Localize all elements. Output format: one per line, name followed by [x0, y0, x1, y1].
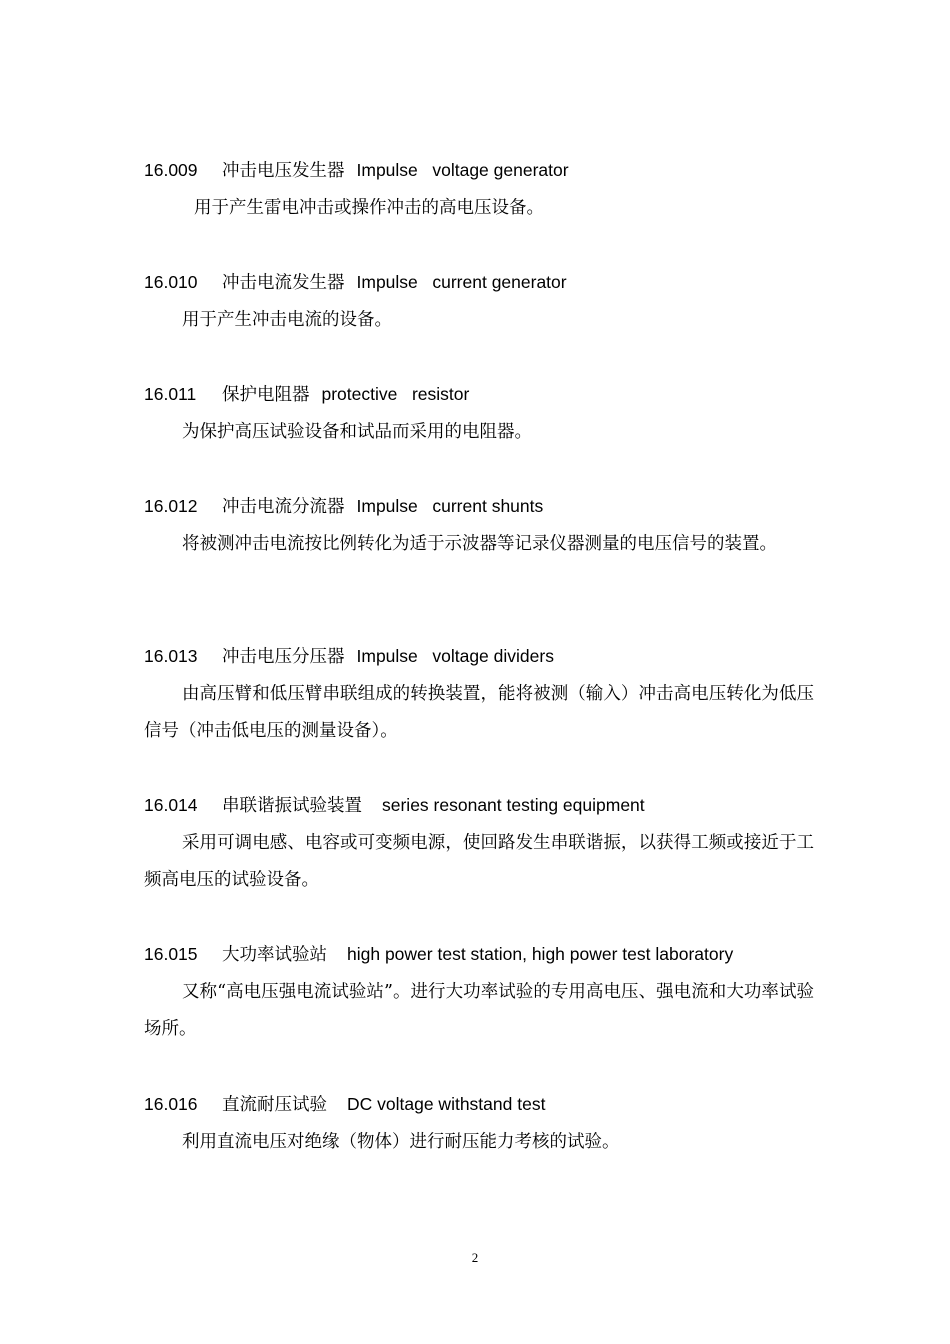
entry	[144, 494, 814, 563]
term-english: Impulse current shunts	[356, 496, 544, 516]
entry	[144, 793, 814, 899]
term-number: 16.011	[144, 384, 197, 404]
term-chinese: 冲击电流分流器	[222, 496, 345, 516]
term-definition: 采用可调电感、电容或可变频电源，使回路发生串联谐振，以获得工频或接近于工频高电压的试验设备。	[144, 833, 814, 890]
term-english: Impulse voltage generator	[356, 160, 569, 180]
term-number: 16.009	[144, 160, 198, 180]
term-english: Impulse voltage dividers	[356, 646, 554, 666]
entry	[144, 644, 814, 750]
term-heading	[144, 793, 814, 817]
term-definition: 又称“高电压强电流试验站”。进行大功率试验的专用高电压、强电流和大功率试验场所。	[144, 982, 814, 1039]
entry	[144, 382, 814, 451]
term-heading	[144, 382, 814, 406]
term-heading	[144, 158, 814, 182]
term-chinese: 冲击电压分压器	[222, 646, 345, 666]
term-english: high power test station, high power test laboratory	[347, 944, 734, 964]
term-chinese: 大功率试验站	[222, 944, 327, 964]
term-number: 16.015	[144, 944, 198, 964]
term-number: 16.016	[144, 1094, 198, 1114]
page-number: 2	[471, 1250, 479, 1265]
term-definition: 将被测冲击电流按比例转化为适于示波器等记录仪器测量的电压信号的装置。	[182, 534, 777, 554]
entry	[144, 942, 814, 1048]
entry	[144, 158, 814, 227]
term-english: series resonant testing equipment	[382, 795, 645, 815]
entry	[144, 1092, 814, 1161]
term-heading	[144, 270, 814, 294]
term-heading	[144, 494, 814, 518]
term-chinese: 串联谐振试验装置	[222, 795, 362, 815]
term-chinese: 保护电阻器	[222, 384, 310, 404]
term-definition: 由高压臂和低压臂串联组成的转换装置，能将被测（输入）冲击高电压转化为低压信号（冲击低电压的测量设备）。	[144, 684, 814, 741]
term-number: 16.014	[144, 795, 198, 815]
term-definition: 用于产生冲击电流的设备。	[182, 310, 392, 330]
term-definition: 为保护高压试验设备和试品而采用的电阻器。	[182, 422, 532, 442]
term-number: 16.013	[144, 646, 198, 666]
term-definition: 用于产生雷电冲击或操作冲击的高电压设备。	[194, 198, 544, 218]
term-definition: 利用直流电压对绝缘（物体）进行耐压能力考核的试验。	[182, 1132, 620, 1152]
term-heading	[144, 1092, 814, 1116]
term-heading	[144, 644, 814, 668]
term-english: protective resistor	[321, 384, 470, 404]
term-chinese: 直流耐压试验	[222, 1094, 327, 1114]
term-chinese: 冲击电流发生器	[222, 272, 345, 292]
term-number: 16.012	[144, 496, 198, 516]
term-english: DC voltage withstand test	[347, 1094, 546, 1114]
term-english: Impulse current generator	[356, 272, 567, 292]
entry	[144, 270, 814, 339]
term-heading	[144, 942, 814, 966]
term-chinese: 冲击电压发生器	[222, 160, 345, 180]
term-number: 16.010	[144, 272, 198, 292]
